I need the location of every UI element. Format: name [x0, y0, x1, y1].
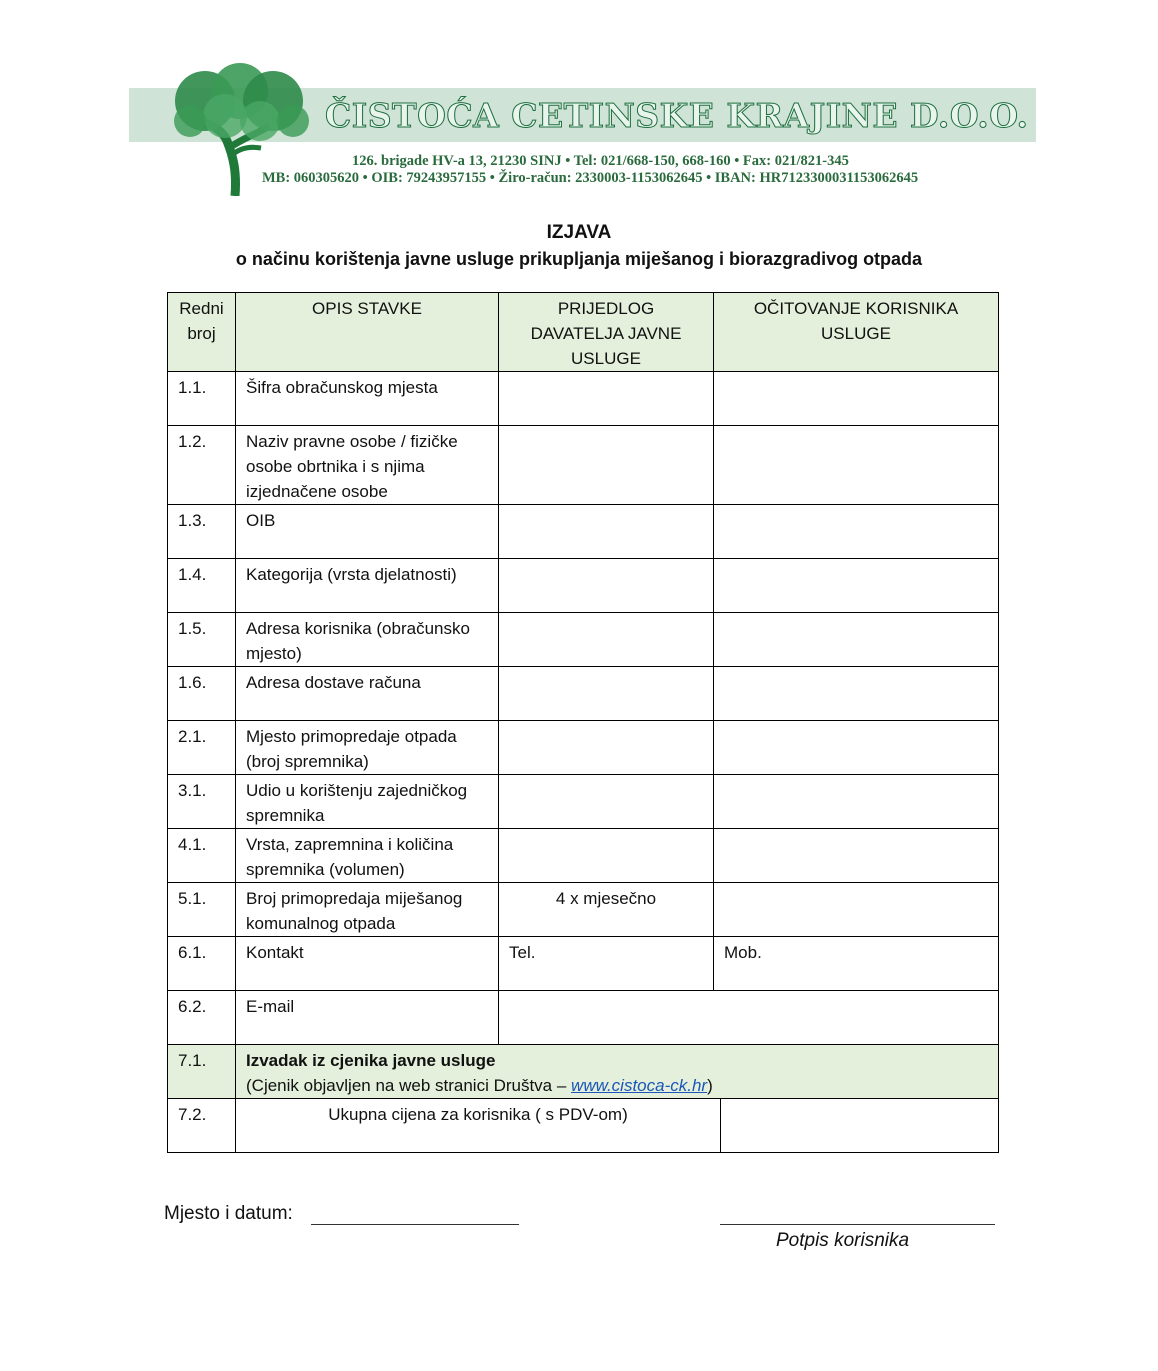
table-row: [168, 775, 999, 829]
row-no: 3.1.: [168, 775, 236, 829]
table-row: [168, 721, 999, 775]
row-desc: Adresa korisnika (obračunsko mjesto): [236, 613, 499, 667]
provider-cell[interactable]: [499, 613, 714, 667]
user-cell[interactable]: [714, 883, 999, 937]
table-row: [168, 505, 999, 559]
row-no: 2.1.: [168, 721, 236, 775]
row-no: 1.3.: [168, 505, 236, 559]
row-desc: OIB: [236, 505, 499, 559]
table-row: [168, 883, 999, 937]
signature-label: Potpis korisnika: [776, 1230, 910, 1251]
provider-cell: 4 x mjesečno: [499, 883, 714, 937]
user-cell[interactable]: [714, 372, 999, 426]
table-row: [168, 559, 999, 613]
header-no: Redni broj: [168, 293, 236, 372]
row-no: 6.2.: [168, 991, 236, 1045]
row-desc: Kontakt: [236, 937, 499, 991]
row-no: 5.1.: [168, 883, 236, 937]
user-cell[interactable]: [714, 426, 999, 505]
user-cell[interactable]: [714, 721, 999, 775]
row-no: 1.2.: [168, 426, 236, 505]
row-no: 7.2.: [168, 1099, 236, 1153]
company-name: ČISTOĆA CETINSKE KRAJINE D.O.O.: [325, 96, 1029, 135]
table-row: [168, 829, 999, 883]
row-desc: Kategorija (vrsta djelatnosti): [236, 559, 499, 613]
provider-cell[interactable]: [499, 559, 714, 613]
user-cell[interactable]: [714, 505, 999, 559]
document-subtitle: o načinu korištenja javne usluge prikupljanja miješanog i biorazgradivog otpada: [235, 249, 923, 269]
row-desc: Naziv pravne osobe / fizičke osobe obrtnika i s njima izjednačene osobe: [236, 426, 499, 505]
table-row: [168, 426, 999, 505]
row-no: 1.5.: [168, 613, 236, 667]
row-desc: Adresa dostave računa: [236, 667, 499, 721]
total-price-inner: [236, 1099, 998, 1152]
price-list-cell: [236, 1045, 999, 1099]
table-row: [168, 1045, 999, 1099]
provider-cell[interactable]: [499, 775, 714, 829]
place-date-label: Mjesto i datum:: [164, 1203, 293, 1224]
table-row: [168, 372, 999, 426]
table-row: [168, 613, 999, 667]
document-title: IZJAVA: [546, 222, 612, 243]
email-cell[interactable]: [499, 991, 999, 1045]
provider-cell[interactable]: [499, 721, 714, 775]
declaration-table: [167, 292, 999, 1153]
user-cell[interactable]: [714, 559, 999, 613]
price-list-note-end: ): [707, 1076, 713, 1095]
provider-cell[interactable]: [499, 505, 714, 559]
user-cell[interactable]: [714, 667, 999, 721]
header-user: OČITOVANJE KORISNIKA USLUGE: [714, 293, 999, 372]
row-no: 1.1.: [168, 372, 236, 426]
table-row: [168, 937, 999, 991]
row-no: 7.1.: [168, 1045, 236, 1099]
user-cell[interactable]: [714, 613, 999, 667]
price-list-note: (Cjenik objavljen na web stranici Društva –: [246, 1076, 572, 1095]
row-desc: Mjesto primopredaje otpada (broj spremnika): [236, 721, 499, 775]
table-row: [168, 667, 999, 721]
row-desc: Šifra obračunskog mjesta: [236, 372, 499, 426]
tel-cell[interactable]: Tel.: [499, 937, 714, 991]
place-date-line[interactable]: [311, 1224, 519, 1225]
total-price-value[interactable]: [721, 1099, 999, 1152]
row-desc: Broj primopredaja miješanog komunalnog otpada: [236, 883, 499, 937]
website-link[interactable]: www.cistoca-ck.hr: [571, 1076, 708, 1095]
row-desc: E-mail: [236, 991, 499, 1045]
row-desc: Vrsta, zapremnina i količina spremnika (volumen): [236, 829, 499, 883]
total-price-label: Ukupna cijena za korisnika ( s PDV-om): [236, 1099, 721, 1152]
header-desc: OPIS STAVKE: [236, 293, 499, 372]
row-desc: Udio u korištenju zajedničkog spremnika: [236, 775, 499, 829]
row-no: 1.4.: [168, 559, 236, 613]
mob-cell[interactable]: Mob.: [714, 937, 999, 991]
row-no: 1.6.: [168, 667, 236, 721]
user-cell[interactable]: [714, 775, 999, 829]
provider-cell[interactable]: [499, 829, 714, 883]
row-no: 4.1.: [168, 829, 236, 883]
provider-cell[interactable]: [499, 426, 714, 505]
signature-line[interactable]: [720, 1224, 995, 1225]
header-provider: PRIJEDLOG DAVATELJA JAVNE USLUGE: [499, 293, 714, 372]
user-cell[interactable]: [714, 829, 999, 883]
company-address: 126. brigade HV-a 13, 21230 SINJ • Tel: 021/668-150, 668-160 • Fax: 021/821-345: [352, 153, 849, 169]
provider-cell[interactable]: [499, 372, 714, 426]
table-row: [168, 1099, 999, 1153]
row-no: 6.1.: [168, 937, 236, 991]
total-price-cell: [236, 1099, 999, 1153]
table-row: [168, 991, 999, 1045]
price-list-heading: Izvadak iz cjenika javne usluge: [246, 1051, 496, 1070]
table-header-row: [168, 293, 999, 372]
provider-cell[interactable]: [499, 667, 714, 721]
company-registry: MB: 060305620 • OIB: 79243957155 • Žiro-račun: 2330003-1153062645 • IBAN: HR7123300031153062645: [262, 170, 919, 186]
